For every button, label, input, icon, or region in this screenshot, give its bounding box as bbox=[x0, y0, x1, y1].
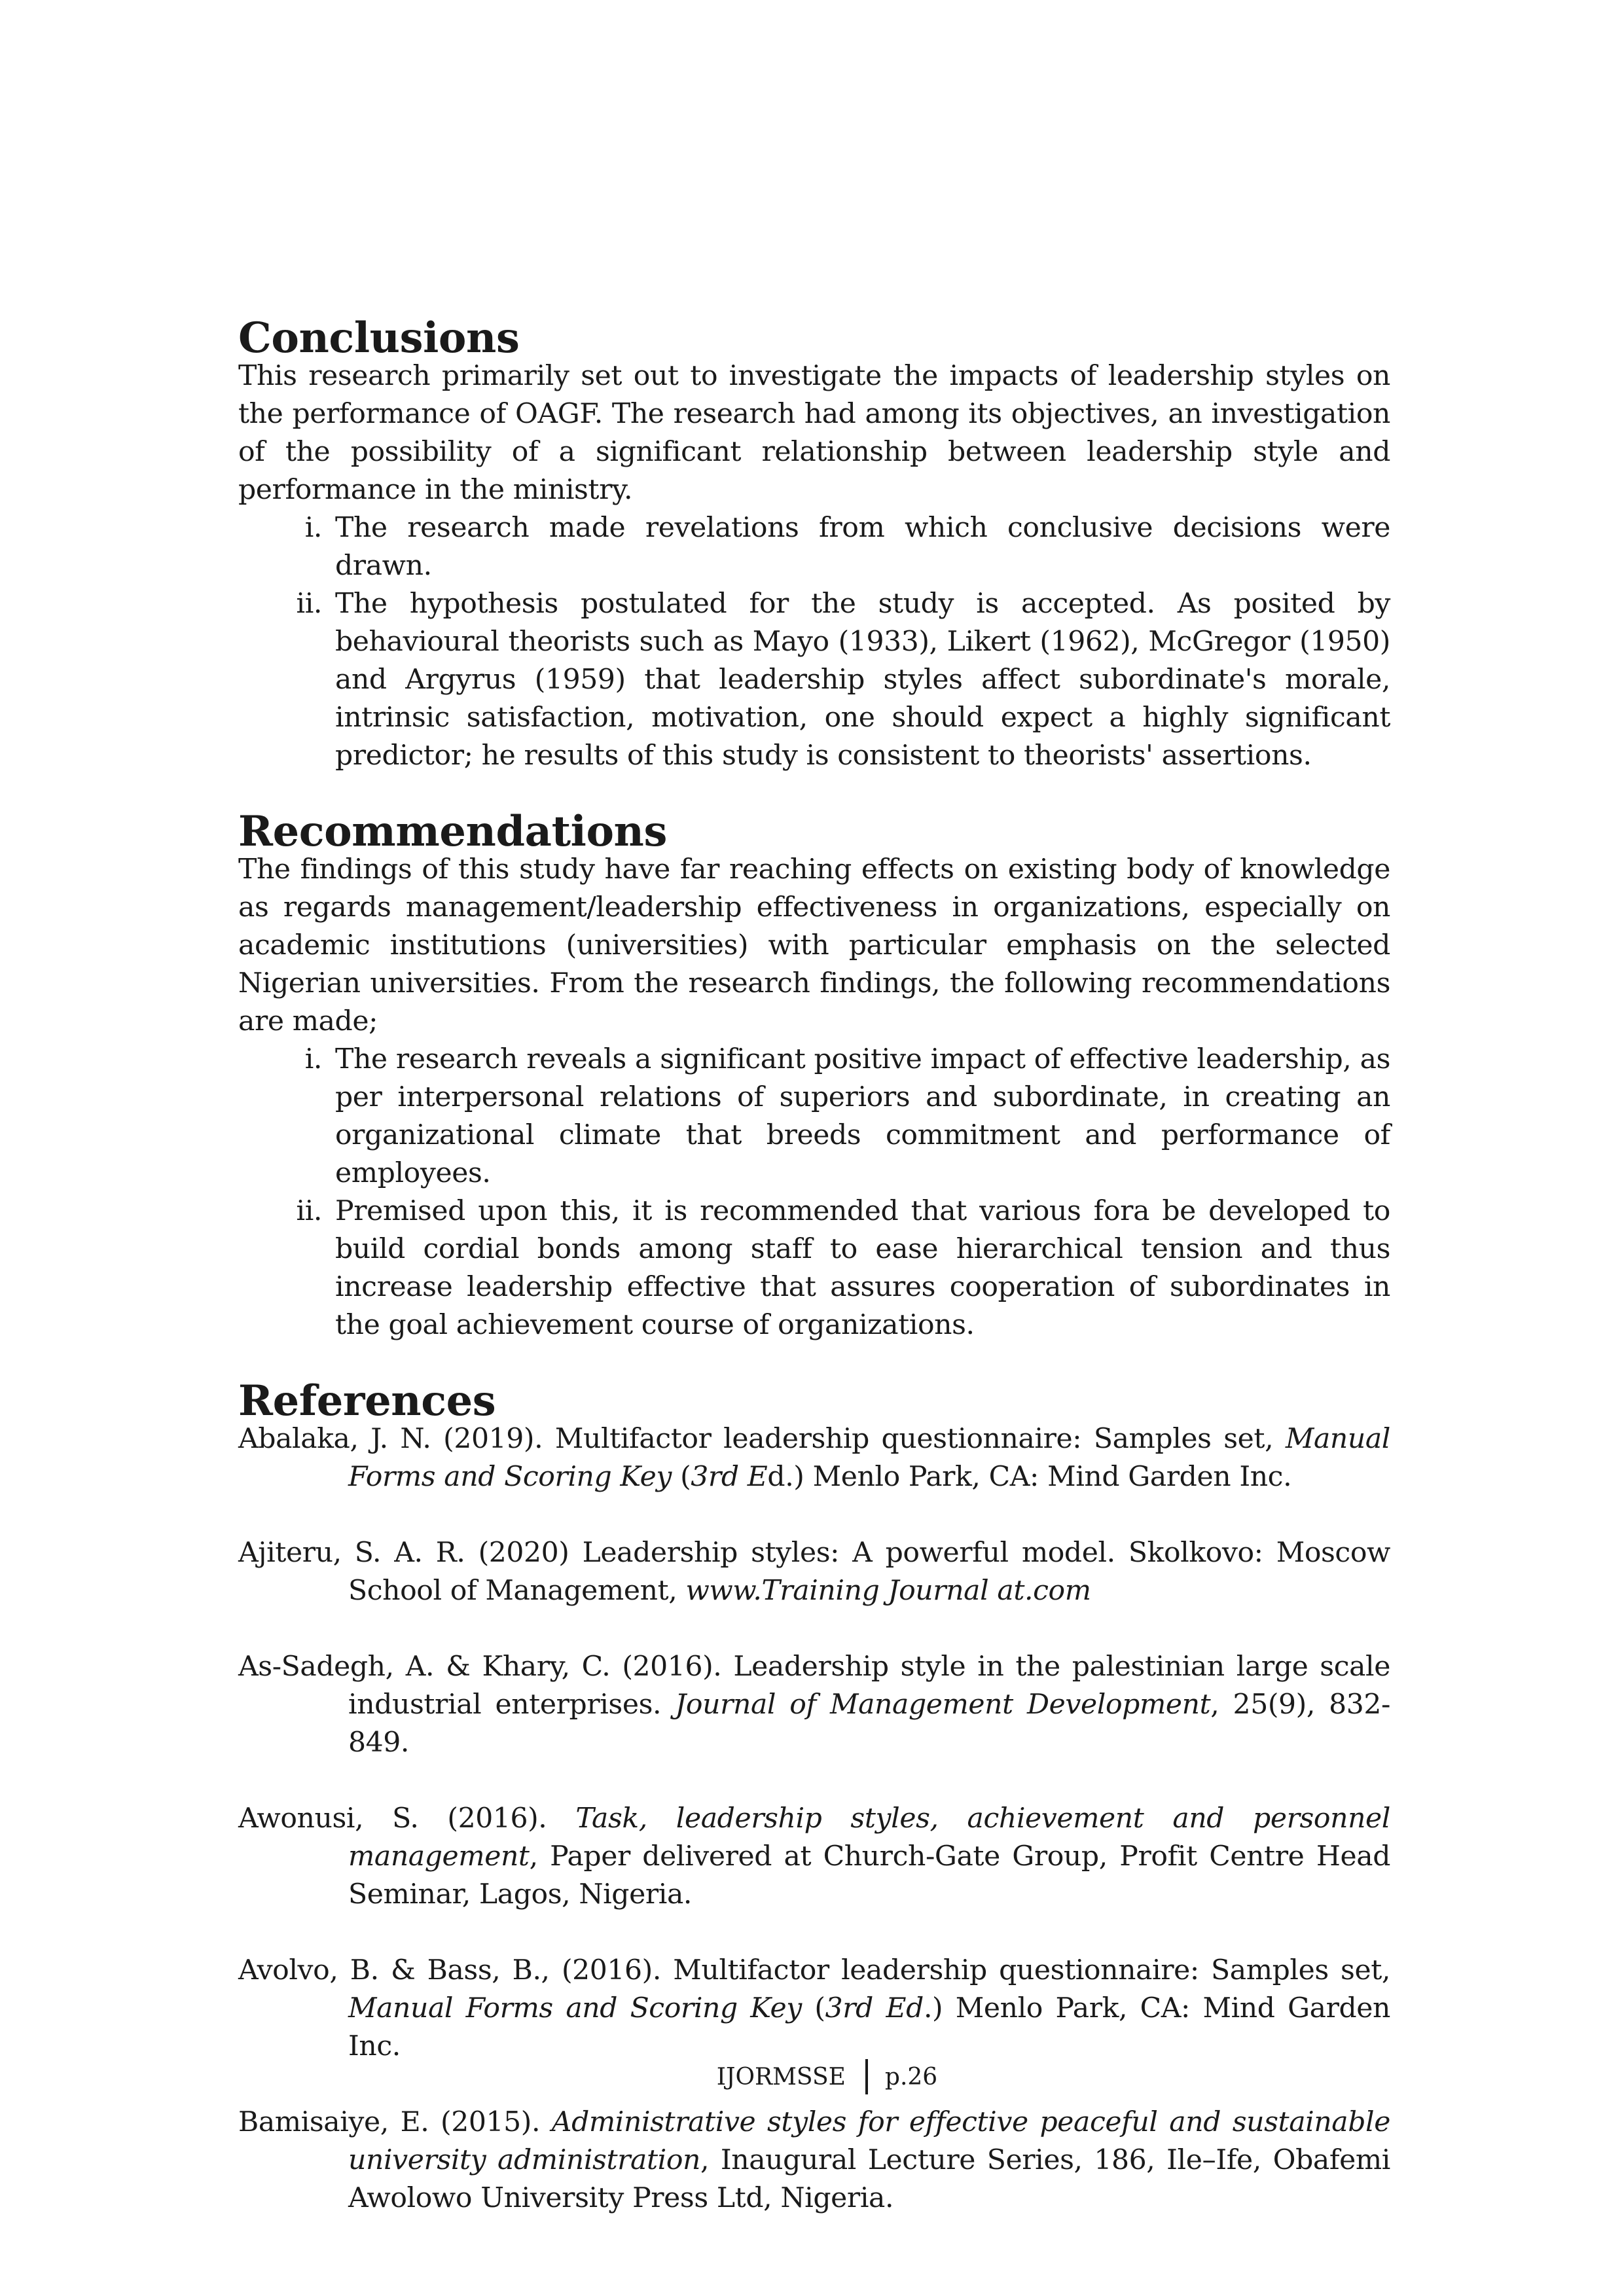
reference-text: , Inaugural Lecture Series, 186, Ile–Ife, Obafemi Awolowo University Press Ltd, Nigeria. bbox=[348, 2144, 1391, 2214]
list-numeral: i. bbox=[304, 512, 322, 544]
reference-entry bbox=[238, 1648, 1390, 1762]
reference-url: www.Training Journal at.com bbox=[685, 1575, 1091, 1607]
reference-journal: Journal of Management Development bbox=[675, 1689, 1211, 1721]
reference-entry bbox=[238, 1952, 1390, 2066]
paragraph: The findings of this study have far reaching effects on existing body of knowledge as regards management/leadership effectiveness in organizations, especially on academic institutions (universities) with particular emphasis on the selected Nigerian universities. From the research findings, the following recommendations are made; bbox=[238, 853, 1390, 1037]
reference-title: Manual Forms and Scoring Key bbox=[348, 1992, 802, 2024]
reference-edition: 3rd Ed bbox=[825, 1992, 924, 2024]
reference-entry bbox=[238, 2104, 1390, 2217]
reference-entry bbox=[238, 1534, 1390, 1610]
reference-title: Administrative styles for effective peaceful and sustainable university administration bbox=[348, 2106, 1390, 2176]
reference-text: .) Menlo Park, CA: Mind Garden Inc. bbox=[348, 1992, 1391, 2062]
section-heading: Recommendations bbox=[238, 807, 668, 856]
section-heading: Conclusions bbox=[238, 314, 520, 363]
journal-name: IJORMSSE bbox=[716, 2063, 846, 2090]
reference-text: d.) Menlo Park, CA: Mind Garden Inc. bbox=[767, 1461, 1292, 1493]
reference-text: Awonusi, S. (2016). bbox=[238, 1803, 576, 1835]
reference-text: Abalaka, J. N. (2019). Multifactor leadership questionnaire: Samples set, bbox=[238, 1423, 1286, 1455]
numbered-list bbox=[238, 509, 1390, 775]
reference-text: ( bbox=[801, 1992, 825, 2024]
reference-edition: 3rd E bbox=[691, 1461, 768, 1493]
list-numeral: ii. bbox=[296, 1195, 322, 1227]
list-item-text: Premised upon this, it is recommended that various fora be developed to build cordial bonds among staff to ease hierarchical tension and thus increase leadership effective that assures cooperation of subordinates in the goal achievement course of organizations. bbox=[335, 1195, 1390, 1341]
list-item-text: The hypothesis postulated for the study is accepted. As posited by behavioural theorists such as Mayo (1933), Likert (1962), McGregor (1950) and Argyrus (1959) that leadership styles affect subordinate's morale, intrinsic satisfaction, motivation, one should expect a highly significant predictor; he results of this study is consistent to theorists' assertions. bbox=[335, 588, 1390, 772]
paragraph: This research primarily set out to investigate the impacts of leadership styles on the performance of OAGF. The research had among its objectives, an investigation of the possibility of a significant relationship between leadership style and performance in the ministry. bbox=[238, 360, 1390, 506]
footer-divider bbox=[865, 2059, 868, 2094]
reference-text: , Paper delivered at Church-Gate Group, Profit Centre Head Seminar, Lagos, Nigeria. bbox=[348, 1840, 1390, 1910]
section-heading: References bbox=[238, 1376, 496, 1426]
article-body bbox=[238, 314, 1391, 2255]
reference-text: , 25(9), 832-849. bbox=[348, 1689, 1390, 1759]
reference-entry bbox=[238, 1800, 1390, 1914]
conclusions-section bbox=[238, 314, 1390, 775]
numbered-list bbox=[238, 1041, 1390, 1344]
reference-entry bbox=[238, 1420, 1390, 1496]
reference-title: Manual Forms and Scoring Key bbox=[348, 1423, 1390, 1493]
reference-text: As-Sadegh, A. & Khary, C. (2016). Leadership style in the palestinian large scale industrial enterprises. bbox=[238, 1651, 1390, 1721]
list-item-text: The research reveals a significant positive impact of effective leadership, as per interpersonal relations of superiors and subordinate, in creating an organizational climate that breeds commitment and performance of employees. bbox=[335, 1043, 1390, 1189]
reference-text: ( bbox=[671, 1461, 691, 1493]
page-number: p.26 bbox=[884, 2063, 938, 2090]
list-item-text: The research made revelations from which conclusive decisions were drawn. bbox=[335, 512, 1390, 582]
list-numeral: i. bbox=[304, 1043, 322, 1075]
reference-text: Bamisaiye, E. (2015). bbox=[238, 2106, 552, 2138]
list-item bbox=[238, 585, 1390, 775]
list-item bbox=[238, 1193, 1390, 1344]
reference-title: Task, leadership styles, achievement and personnel management bbox=[348, 1803, 1390, 1873]
list-item bbox=[238, 1041, 1390, 1193]
reference-text: Avolvo, B. & Bass, B., (2016). Multifactor leadership questionnaire: Samples set, bbox=[238, 1954, 1390, 1986]
list-item bbox=[238, 509, 1390, 585]
recommendations-section bbox=[238, 807, 1390, 1344]
list-numeral: ii. bbox=[296, 588, 322, 620]
page-footer bbox=[0, 2059, 1624, 2094]
reference-text: Ajiteru, S. A. R. (2020) Leadership styles: A powerful model. Skolkovo: Moscow School of Management, bbox=[238, 1537, 1390, 1607]
